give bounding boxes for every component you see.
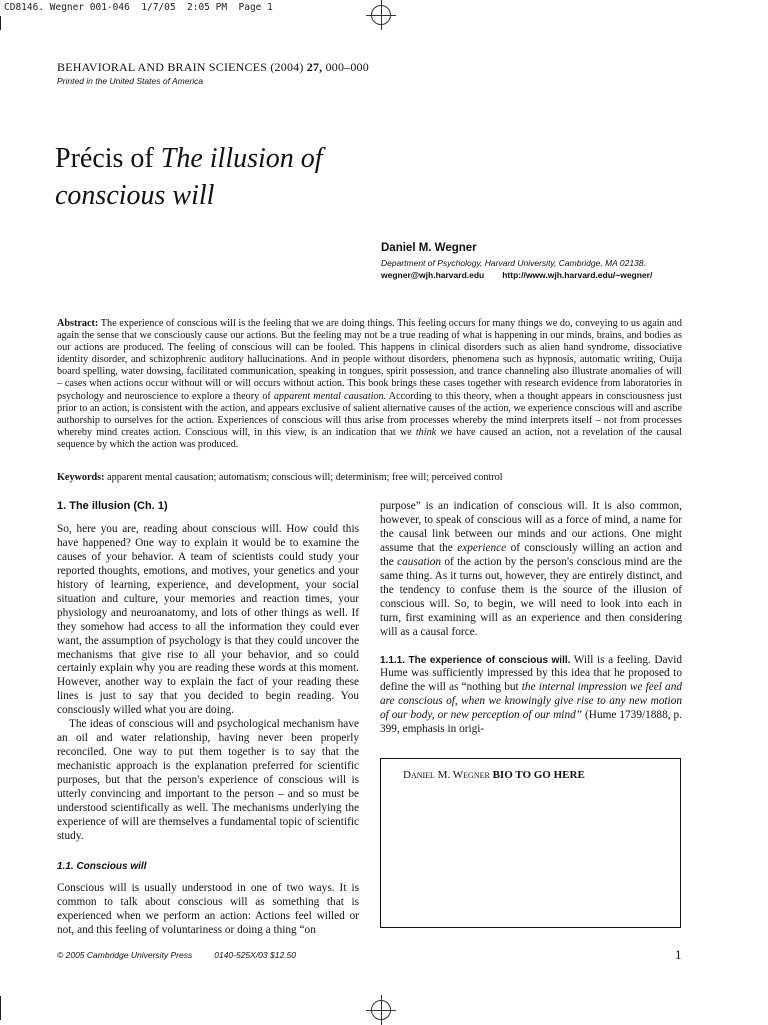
text-run: Will is a feeling. David Hume was sufficiently impressed by this idea that he proposed to define the will as “nothing but (380, 653, 682, 694)
footer (57, 950, 296, 960)
bio-text (403, 769, 585, 781)
quotation: the internal impression we feel and are conscious of, when we knowingly give rise to any new motion of our body, or new perception of our mind” (380, 681, 682, 722)
journal-header (57, 60, 369, 75)
print-slug: CD8146. Wegner 001-046 1/7/05 2:05 PM Page 1 (4, 2, 273, 13)
crop-mark-top-left (0, 16, 1, 30)
article-title (55, 140, 415, 214)
abstract-text-b: According to this theory, when a thought appears in consciousness just prior to an action, is consistent with the action, and appears exclusive of salient alternative causes of the action, we experience conscious will and ascribe authorship to ourselves for the action. Experiences of conscious will thus arise from processes whereby the mind interprets itself – not from processes whereby mind creates action. Conscious will, in this view, is an indication that we (57, 390, 683, 438)
paragraph: The ideas of conscious will and psychological mechanism have an oil and water relationship, having never been properly reconciled. One way to put them together is to say that the mechanistic approach is the explanation preferred for scientific purposes, but that the person's experience of conscious will is utterly convincing and important to the person – and so must be understood scientifically as well. The mechanisms underlying the experience of will are themselves a fundamental topic of scientific study. (57, 718, 359, 842)
emphasis: causation (397, 555, 442, 568)
text-run: (Hume 1739/1888, p. 399, emphasis in origi- (380, 709, 682, 736)
printed-note: Printed in the United States of America (57, 76, 204, 86)
author-affiliation: Department of Psychology, Harvard University, Cambridge, MA 02138. (381, 258, 646, 268)
abstract-text-a: The experience of conscious will is the feeling that we are doing things. This feeling occurs for many things we do, conveying to us again and again the sense that we consciously cause our actions. But the feeling may not be a true reading of what is happening in our minds, brains, and bodies as our actions are produced. The feeling of conscious will can be fooled. This happens in clinical disorders such as alien hand syndrome, dissociative identity disorder, and schizophrenic auditory hallucinations. And in people without disorders, phenomena such as hypnosis, automatic writing, Ouija board spelling, water dowsing, facilitated communication, speaking in tongues, spirit possession, and trance channeling also illustrate anomalies of will – cases when actions occur without will or will occurs without action. This book brings these cases together with research evidence from laboratories in psychology and neuroscience to explore a theory of (57, 318, 682, 402)
section-heading: 1. The illusion (Ch. 1) (57, 500, 168, 512)
paragraph: Conscious will is usually understood in one of two ways. It is common to talk about conscious will as something that is experienced when we perform an action: Actions feel willed or not, and this feeling of voluntariness or doing a thing “on (57, 881, 359, 936)
emphasis: experience (457, 541, 507, 554)
price-code: 0140-525X/03 $12.50 (214, 950, 297, 960)
bio-placeholder: BIO TO GO HERE (492, 769, 585, 781)
author-contact (381, 270, 652, 280)
author-url[interactable]: http://www.wjh.harvard.edu/~wegner/ (502, 270, 653, 280)
bio-name: Daniel M. Wegner (403, 769, 490, 781)
author-email[interactable]: wegner@wjh.harvard.edu (381, 270, 485, 280)
author-name: Daniel M. Wegner (381, 242, 477, 254)
crop-mark-bottom-left (0, 996, 1, 1020)
text-run: purpose” is an indication of conscious will. It is also common, however, to speak of conscious will as a force of mind, a name for the causal link between our minds and our actions. One might assume that the (380, 500, 682, 554)
abstract-italic-b: think (415, 426, 437, 438)
title-italic-line1: The illusion of (160, 143, 323, 174)
abstract-label: Abstract: (57, 318, 99, 329)
title-italic-line2: conscious will (55, 180, 215, 211)
registration-mark-bottom (371, 1000, 391, 1020)
run-in-heading: 1.1.1. The experience of conscious will. (380, 654, 571, 666)
subsection-heading: 1.1. Conscious will (57, 860, 147, 872)
text-run: of the action by the person's conscious mind are the same thing. As it turns out, however, they are entirely distinct, and the tendency to confuse them is the source of the illusion of conscious will. So, to begin, we will need to look into each in turn, first examining will as an experience and then considering will as a causal force. (380, 555, 682, 638)
abstract-text-c: we have caused an action, not a revelation of the causal sequence by which the action was produced. (57, 426, 683, 450)
keywords-label: Keywords: (57, 472, 105, 483)
keywords (57, 472, 682, 483)
registration-mark-top (371, 5, 391, 25)
paragraph: So, here you are, reading about conscious will. How could this have happened? One way to explain it would be to examine the causes of your behavior. A team of scientists could study your reported thoughts, emotions, and motives, your genetics and your history of learning, experience, and development, your social situation and culture, your memories and reaction times, your physiology and neuroanatomy, and lots of other things as well. If they somehow had access to all the information they could ever want, the assumption of psychology is that they could uncover the mechanisms that give rise to all your behavior, and so could certainly explain why you are reading these words at this moment. However, another way to explain the fact of your reading these lines is just to say that you decided to begin reading. You consciously willed what you are doing. (57, 522, 359, 717)
paragraph (380, 500, 682, 640)
left-column (57, 500, 359, 938)
journal-volume: 27, (306, 60, 323, 74)
abstract-italic-a: apparent mental causation. (273, 390, 387, 402)
keywords-text: apparent mental causation; automatism; conscious will; determinism; free will; perceived control (107, 472, 503, 483)
copyright: © 2005 Cambridge University Press (57, 950, 193, 960)
text-run: of consciously willing an action and the (380, 541, 682, 568)
abstract (57, 318, 682, 451)
title-prefix: Précis of (55, 143, 154, 174)
paragraph (380, 654, 682, 738)
right-column (380, 500, 682, 737)
bio-box (380, 758, 681, 928)
journal-pages: 000–000 (325, 60, 369, 74)
journal-name: BEHAVIORAL AND BRAIN SCIENCES (2004) (57, 60, 304, 74)
page-number: 1 (675, 947, 682, 962)
